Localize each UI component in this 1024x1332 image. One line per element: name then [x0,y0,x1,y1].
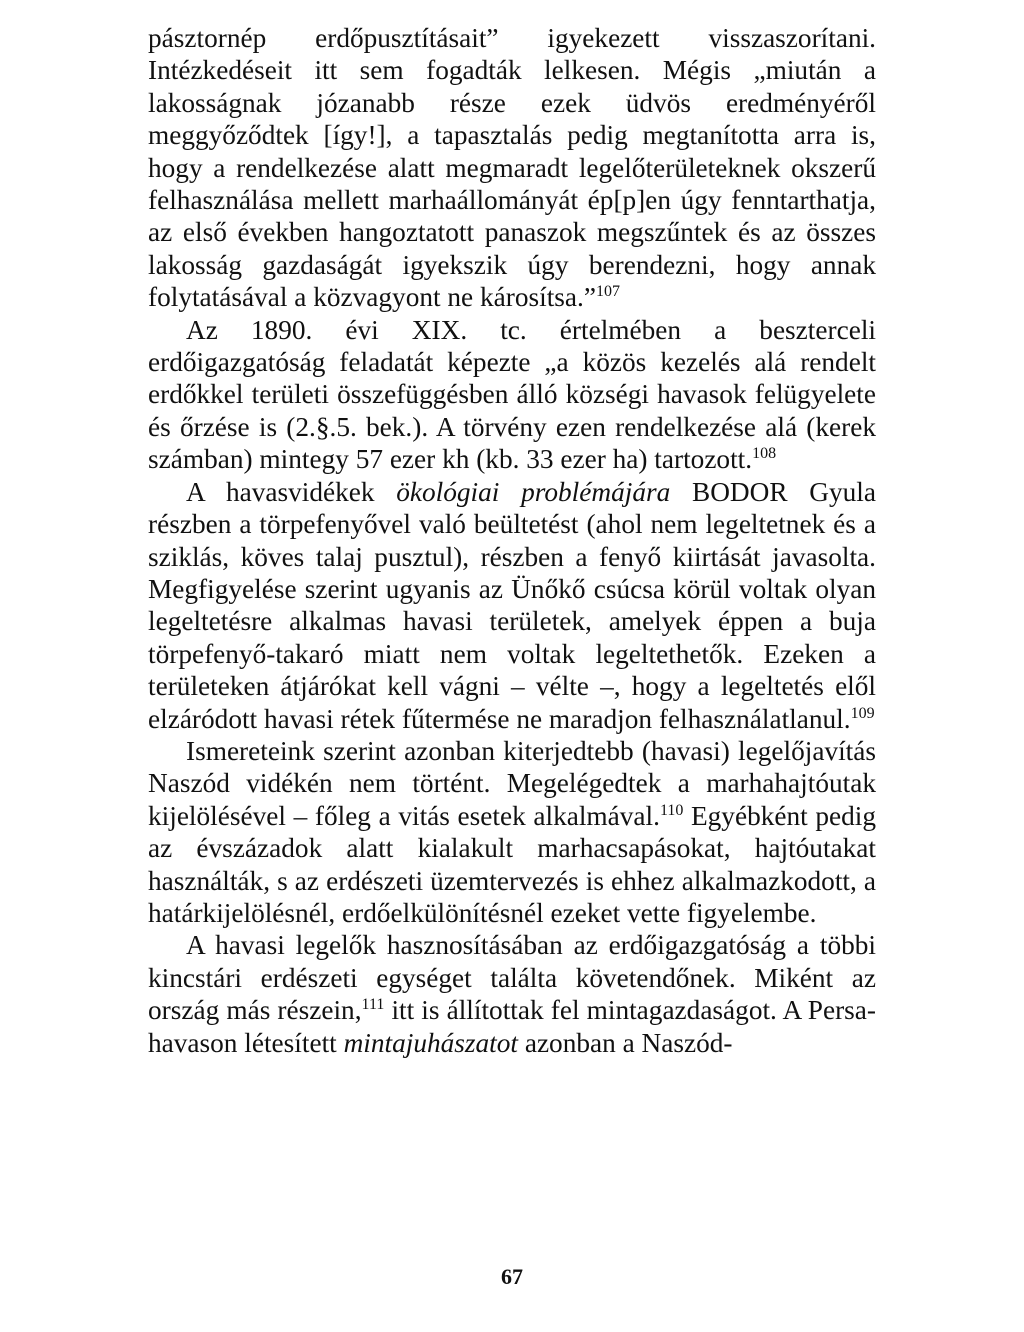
paragraph-4-text-b: Egyébként pedig az évszázadok alatt kialakult marhacsapásokat, hajtóutakat használták, s az erdészeti üzemtervezés is ehhez alkalmazkodott, a határkijelölésnél, erdőelkülönítésnél ezeket vette figyelembe. [148,800,876,928]
footnote-ref-109: 109 [850,704,875,722]
paragraph-5-text-a: A havasi legelők hasznosításában az erdőigazgatóság a többi kincstári erdészeti egységet találta követendőnek. Miként az ország más részein, [148,930,876,1026]
paragraph-3 [148,476,876,735]
paragraph-4-text-a: Ismereteink szerint azonban kiterjedtebb (havasi) legelőjavítás Naszód vidékén nem történt. Megelégedtek a marhahajtóutak kijelölésével – főleg a vitás esetek alkalmával. [148,735,876,831]
body-text [148,22,876,1059]
paragraph-1-text: pásztornép erdőpusztításait” igyekezett visszaszorítani. Intézkedéseit itt sem fogadták lelkesen. Mégis „miután a lakosságnak józanabb része ezek üdvös eredményéről meggyőződtek [így!], a tapasztalás pedig megtanította arra is, hogy a rendelkezése alatt megmaradt legelőterületeknek okszerű felhasználása mellett marhaállományát ép[p]en úgy fenntarthatja, az első években hangoztatott panaszok megszűntek és az összes lakosság gazdaságát igyekszik úgy berendezni, hogy annak folytatásával a közvagyont ne károsítsa.” [148,23,876,313]
paragraph-4 [148,735,876,929]
footnote-ref-108: 108 [752,445,777,463]
page-number: 67 [501,1264,523,1289]
footnote-ref-111: 111 [361,996,385,1014]
paragraph-2-text: Az 1890. évi XIX. tc. értelmében a beszterceli erdőigazgatóság feladatát képezte „a közös kezelés alá rendelt erdőkkel területi összefüggésben álló községi havasok felügyelete és őrzése is (2.§.5. bek.). A törvény ezen rendelkezése alá (kerek számban) mintegy 57 ezer kh (kb. 33 ezer ha) tartozott. [148,314,876,475]
paragraph-5 [148,929,876,1059]
paragraph-3-text-a: A havasvidékek [186,476,397,507]
italic-phrase-okologiai: ökológiai problémájára [396,476,671,507]
italic-phrase-mintajuhaszat: mintajuhászatot [343,1027,518,1058]
footnote-ref-110: 110 [659,801,684,819]
footnote-ref-107: 107 [595,283,620,301]
paragraph-2 [148,314,876,476]
paragraph-5-text-b: itt is állítottak fel mintagazdaságot. A Persa-havason létesített [148,995,876,1058]
paragraph-5-text-c: azonban a Naszód- [518,1027,733,1058]
paragraph-3-text-b: BODOR Gyula részben a törpefenyővel való beültetést (ahol nem legeltetnek és a sziklás, köves talaj pusztul), részben a fenyő kiirtását javasolta. Megfigyelése szerint ugyanis az Ünőkő csúcsa körül voltak olyan legeltetésre alkalmas havasi területek, amelyek éppen a buja törpefenyő-takaró miatt nem voltak legeltethetők. Ezeken a területeken átjárókat kell vágni – vélte –, hogy a legeltetés elől elzáródott havasi rétek fűtermése ne maradjon felhasználatlanul. [148,476,876,734]
paragraph-1 [148,22,876,314]
